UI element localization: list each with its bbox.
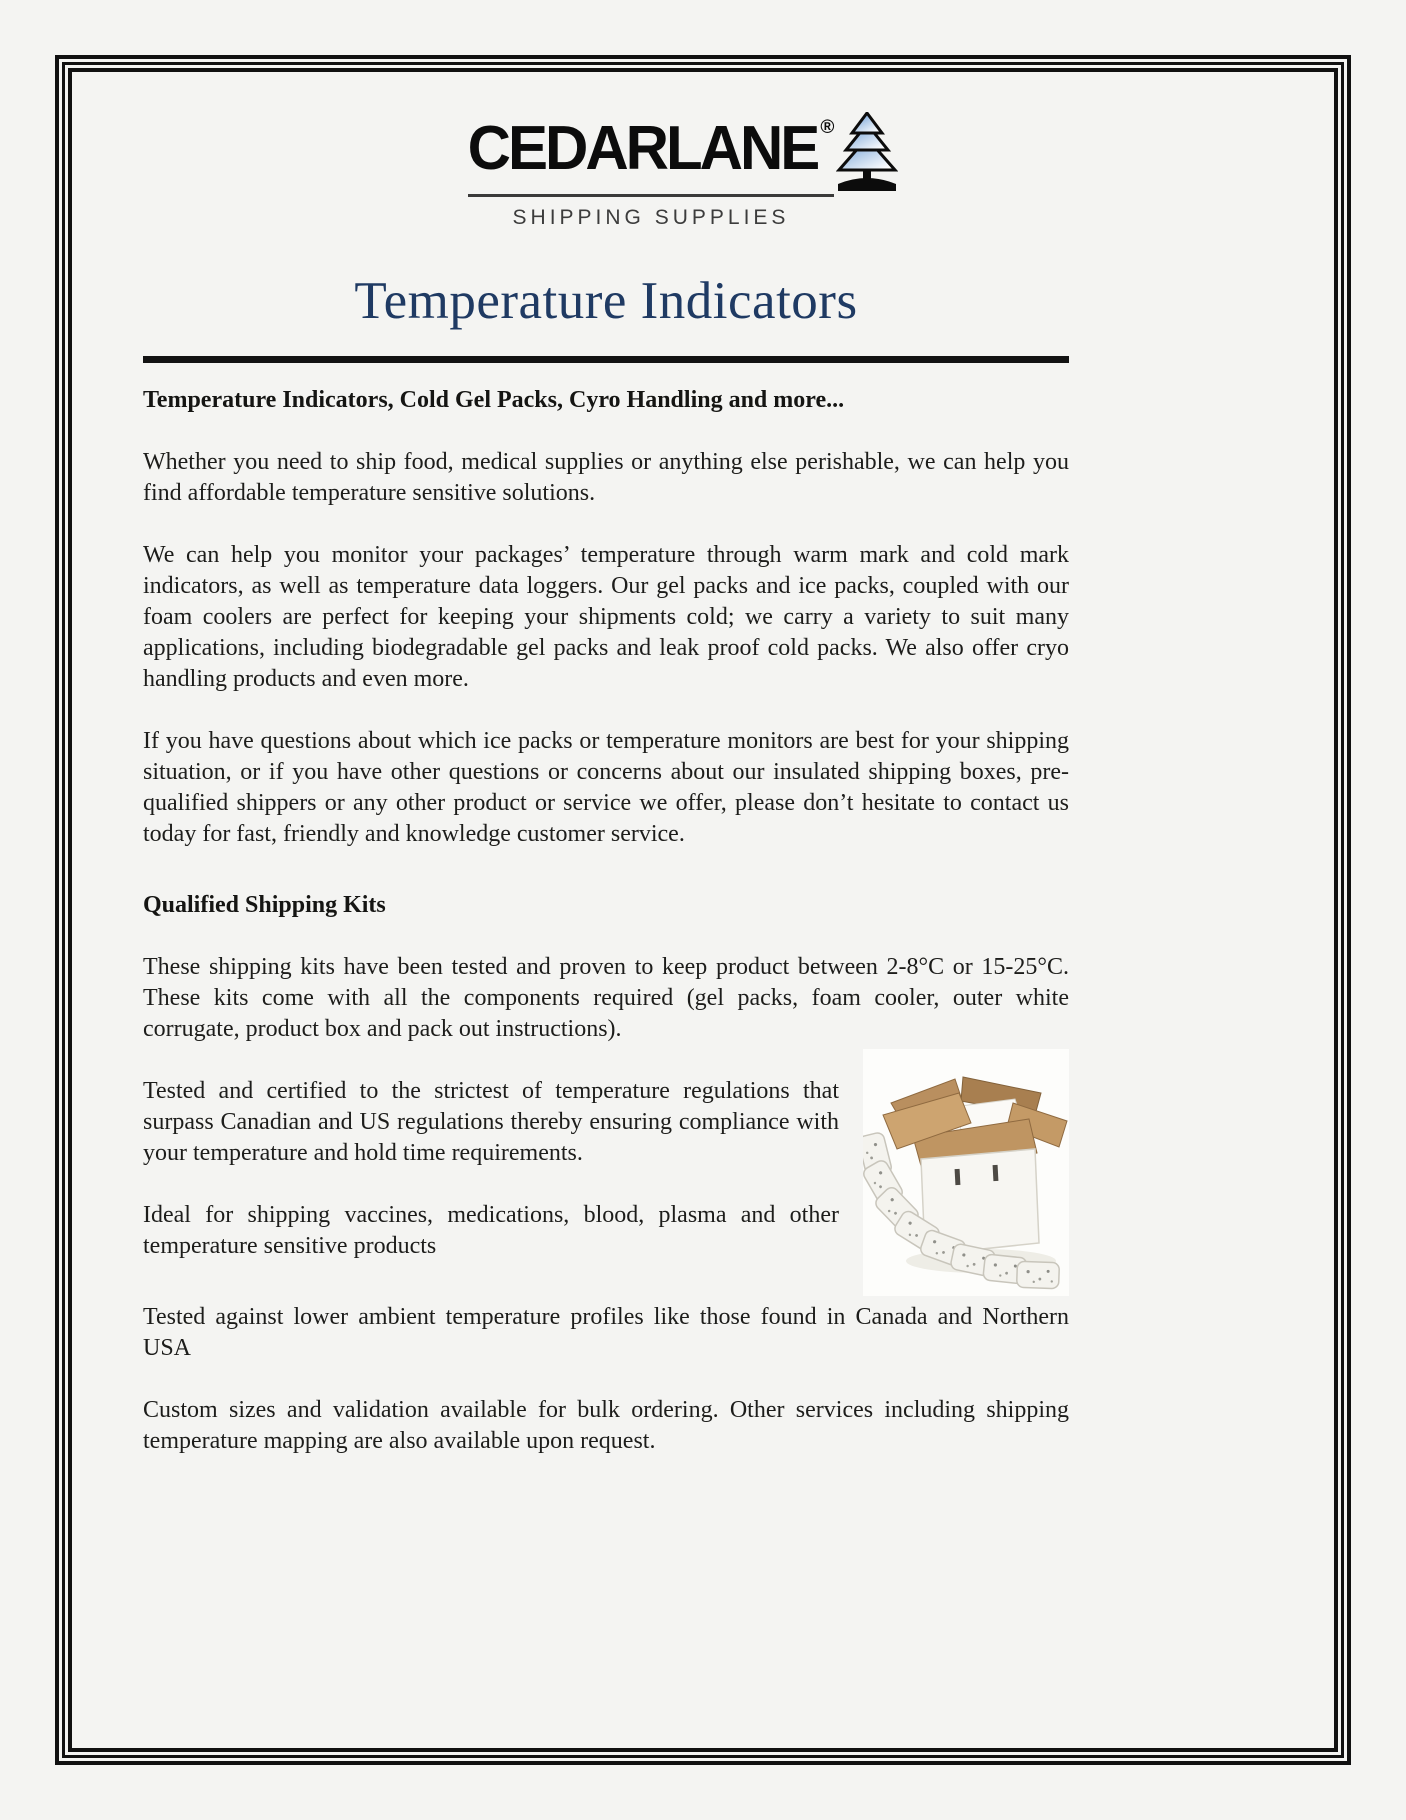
logo-block	[467, 112, 899, 230]
brand-name: CEDARLANE	[467, 112, 818, 183]
paragraph-kits-2: Tested and certified to the strictest of temperature regulations that surpass Canadian and US regulations thereby ensuring compliance with your temperature and hold time requirements.	[143, 1078, 839, 1166]
brand-row	[467, 112, 899, 192]
logo-divider	[468, 194, 835, 230]
paragraph-intro-3: If you have questions about which ice packs or temperature monitors are best for your shipping situation, or if you have other questions or concerns about our insulated shipping boxes, pre-qualified shippers or any other product or service we offer, please don’t hesitate to contact us today for fast, friendly and knowledge customer service.	[143, 728, 1069, 847]
intro-heading: Temperature Indicators, Cold Gel Packs, Cyro Handling and more...	[143, 387, 845, 413]
paragraph-kits-3: Ideal for shipping vaccines, medications, blood, plasma and other temperature sensitive products	[143, 1202, 839, 1259]
registered-trademark-symbol: ®	[820, 117, 835, 138]
page-title: Temperature Indicators	[354, 272, 858, 330]
paragraph-kits-1: These shipping kits have been tested and proven to keep product between 2-8°C or 15-25°C. These kits come with all the components required (gel packs, foam cooler, outer white corrugate, product box and pack out instructions).	[143, 954, 1069, 1042]
title-rule	[143, 356, 1069, 363]
cedarlane-logo	[143, 112, 1069, 230]
paragraph-intro-2: We can help you monitor your packages’ temperature through warm mark and cold mark indicators, as well as temperature data loggers. Our gel packs and ice packs, coupled with our foam coolers are perfect for keeping your shipments cold; we carry a variety to suit many applications, including biodegradable gel packs and leak proof cold packs. We also offer cryo handling products and even more.	[143, 542, 1069, 692]
logo-tagline: SHIPPING SUPPLIES	[512, 206, 790, 229]
paragraph-intro-1: Whether you need to ship food, medical supplies or anything else perishable, we can help you find affordable temperature sensitive solutions.	[143, 449, 1069, 506]
paragraph-kits-4: Tested against lower ambient temperature profiles like those found in Canada and Northern USA	[143, 1304, 1069, 1361]
document-content	[143, 0, 1069, 1457]
kits-heading: Qualified Shipping Kits	[143, 892, 386, 918]
paragraph-kits-5: Custom sizes and validation available for bulk ordering. Other services including shipping temperature mapping are also available upon request.	[143, 1397, 1069, 1454]
tree-icon	[836, 112, 898, 192]
shipping-kit-photo	[863, 1049, 1069, 1296]
